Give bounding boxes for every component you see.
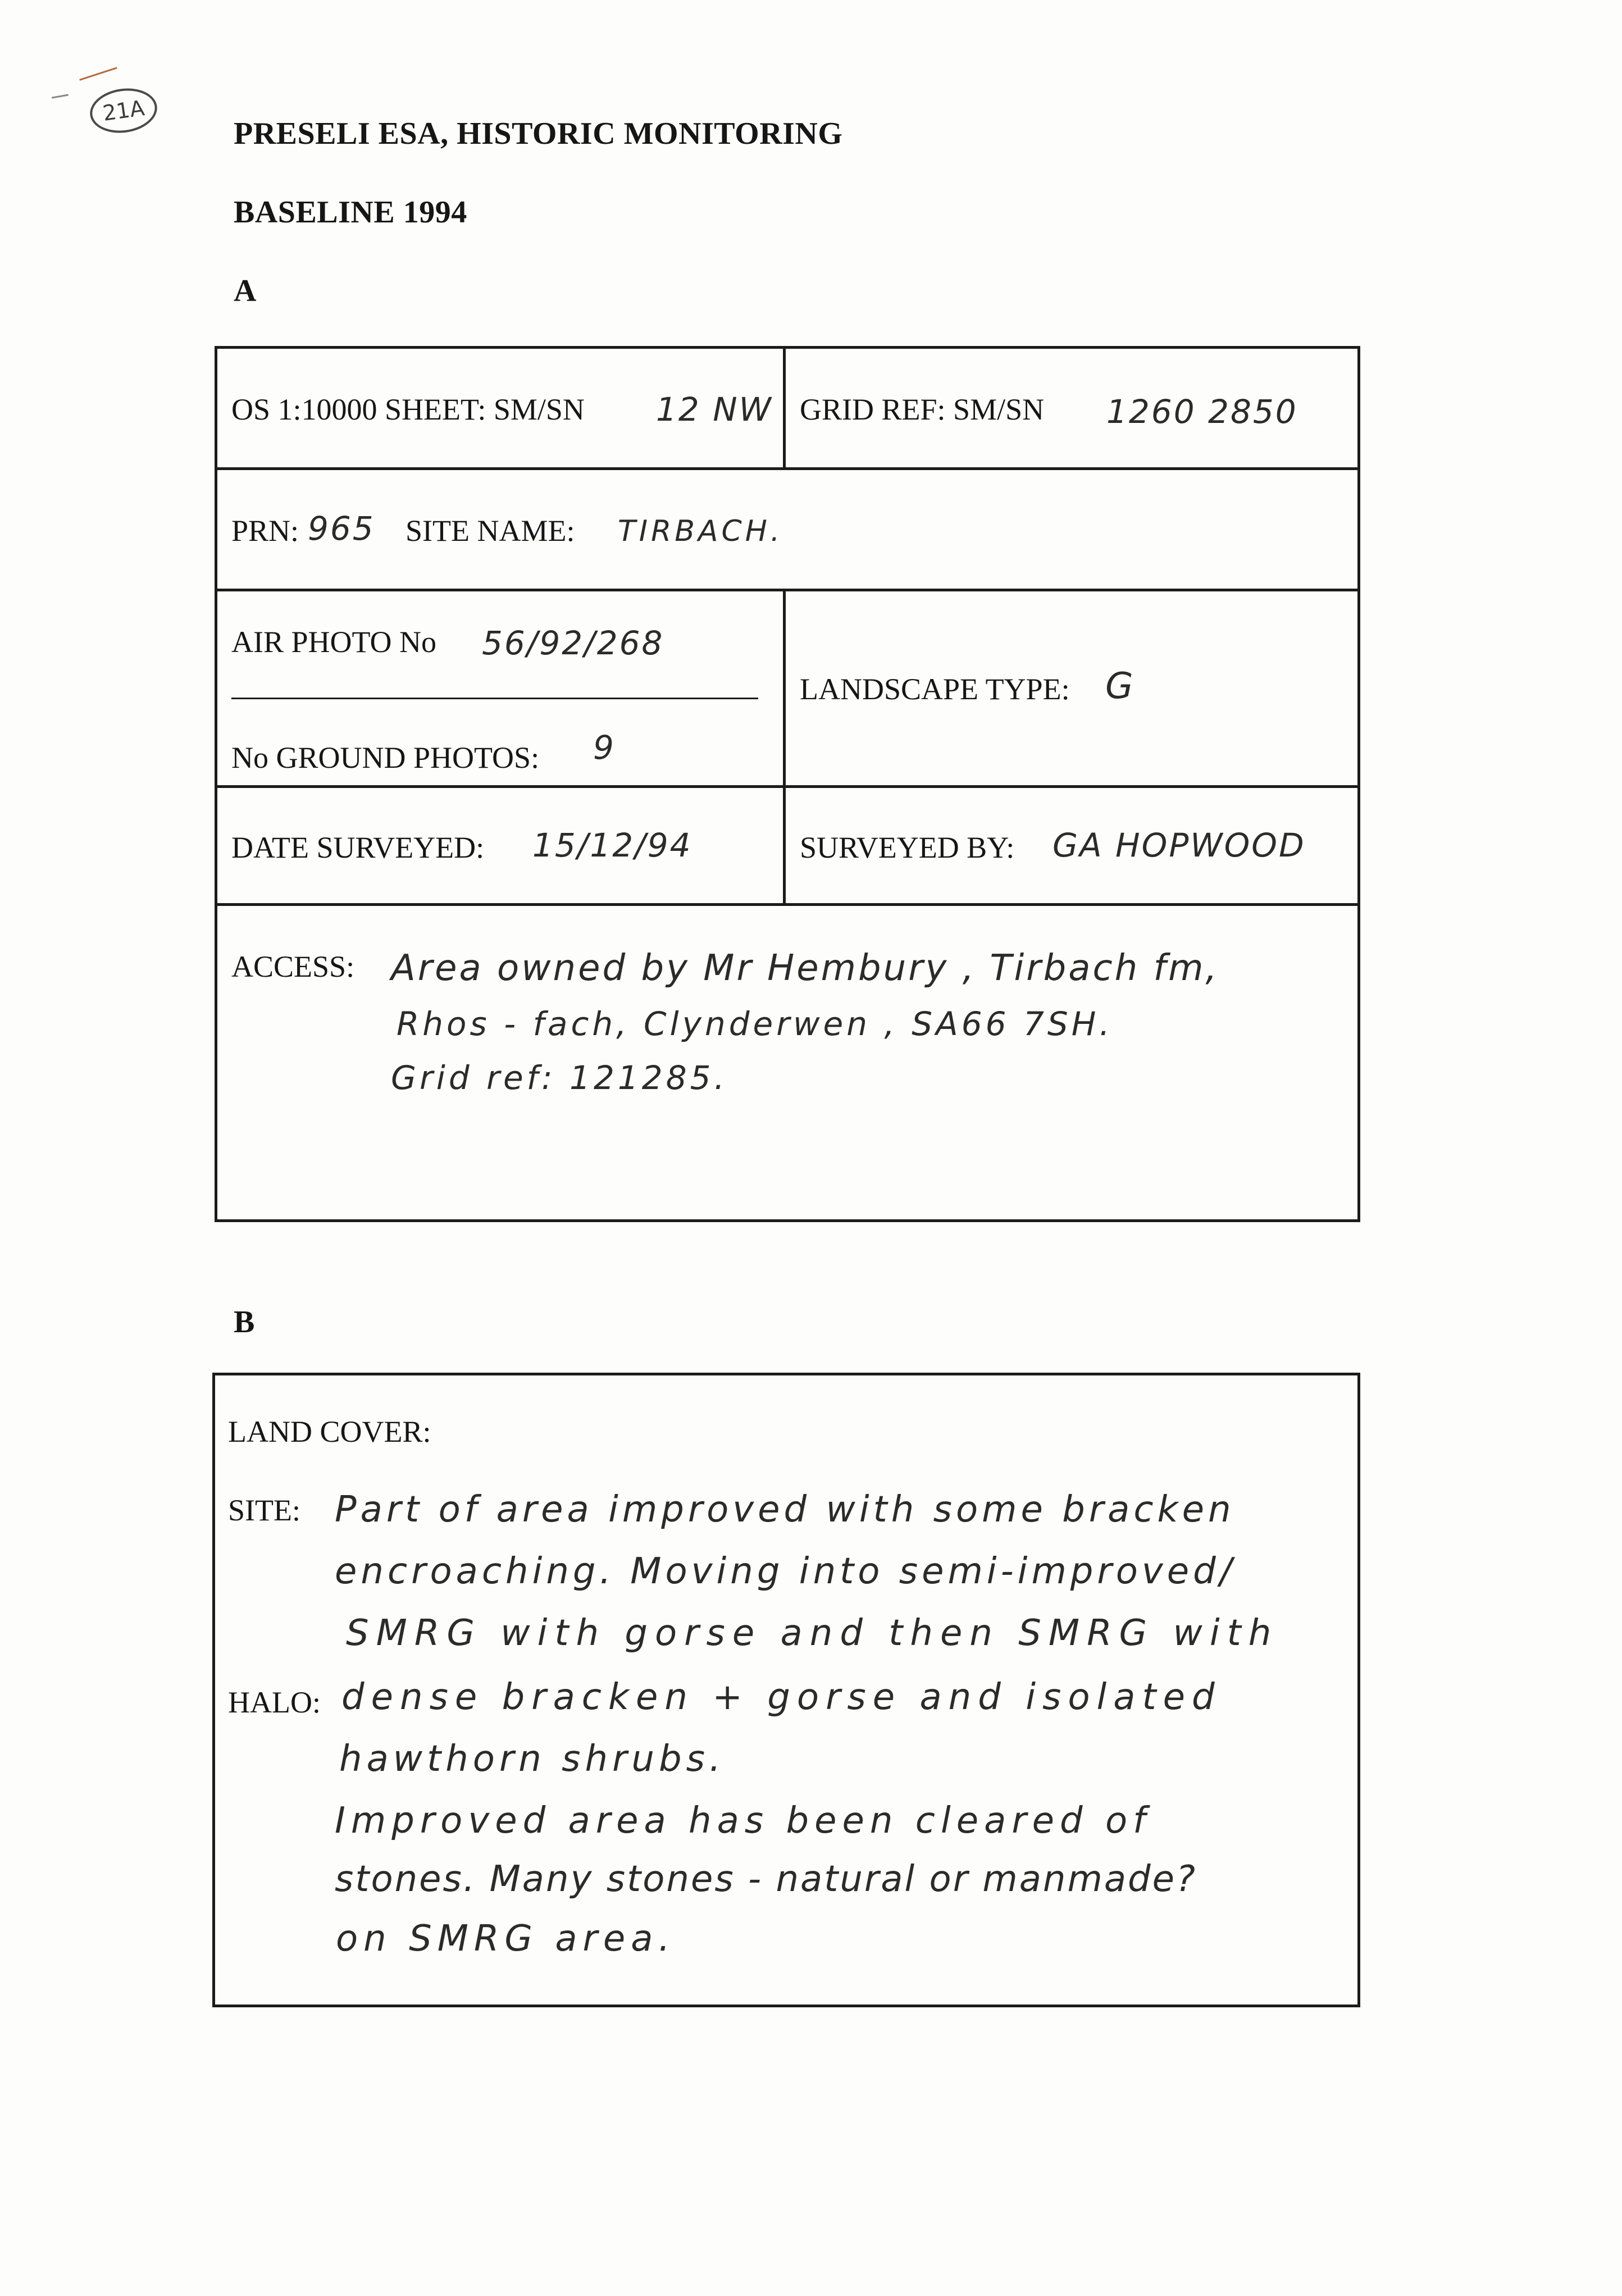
land-cover-note-line: dense bracken + gorse and isolated — [341, 1677, 1222, 1718]
column-divider — [783, 589, 786, 904]
page-number-stamp: 21A — [87, 84, 160, 137]
site-name-label: SITE NAME: — [406, 514, 575, 548]
land-cover-note-line: SMRG with gorse and then SMRG with — [346, 1612, 1279, 1654]
ground-photos-value: 9 — [593, 728, 616, 767]
grid-ref-label: GRID REF: SM/SN — [800, 393, 1045, 426]
access-line: Area owned by Mr Hembury , Tirbach fm, — [391, 947, 1219, 989]
photo-divider — [231, 698, 758, 699]
os-sheet-label: OS 1:10000 SHEET: SM/SN — [231, 393, 585, 426]
site-name-value: TIRBACH. — [618, 514, 783, 548]
halo-label: HALO: — [228, 1685, 321, 1719]
pen-mark — [52, 94, 69, 98]
landscape-type-label: LANDSCAPE TYPE: — [800, 672, 1070, 706]
grid-ref-value: 1260 2850 — [1106, 393, 1298, 431]
os-sheet-value: 12 NW — [656, 390, 773, 429]
land-cover-note-line: stones. Many stones - natural or manmade? — [335, 1858, 1197, 1900]
row-divider — [215, 785, 1360, 788]
ground-photos-label: No GROUND PHOTOS: — [231, 741, 540, 775]
land-cover-note-line: on SMRG area. — [336, 1918, 676, 1960]
land-cover-note-line: encroaching. Moving into semi-improved/ — [335, 1551, 1236, 1592]
section-b-heading: B — [234, 1305, 255, 1340]
form-title: PRESELI ESA, HISTORIC MONITORING — [234, 116, 843, 151]
air-photo-value: 56/92/268 — [482, 624, 664, 662]
section-a-heading: A — [234, 274, 257, 308]
column-divider — [783, 346, 786, 468]
prn-value: 965 — [308, 509, 375, 548]
land-cover-note-line: Improved area has been cleared of — [335, 1800, 1151, 1842]
surveyed-by-value: GA HOPWOOD — [1053, 826, 1306, 864]
section-a-table — [215, 346, 1360, 1222]
land-cover-note-line: Part of area improved with some bracken — [335, 1489, 1235, 1530]
prn-label: PRN: — [231, 514, 299, 548]
access-line: Grid ref: 121285. — [391, 1059, 728, 1097]
access-label: ACCESS: — [231, 950, 355, 983]
air-photo-label: AIR PHOTO No — [231, 625, 437, 659]
pen-mark — [79, 67, 117, 80]
landscape-type-value: G — [1105, 666, 1137, 707]
row-divider — [215, 589, 1360, 591]
date-surveyed-label: DATE SURVEYED: — [231, 831, 485, 864]
date-surveyed-value: 15/12/94 — [532, 826, 692, 864]
surveyed-by-label: SURVEYED BY: — [800, 831, 1015, 864]
land-cover-note-line: hawthorn shrubs. — [339, 1738, 726, 1780]
row-divider — [215, 903, 1360, 906]
land-cover-label: LAND COVER: — [228, 1415, 431, 1448]
form-baseline: BASELINE 1994 — [234, 195, 467, 230]
site-label: SITE: — [228, 1493, 300, 1527]
access-line: Rhos - fach, Clynderwen , SA66 7SH. — [397, 1005, 1113, 1043]
row-divider — [215, 467, 1360, 470]
